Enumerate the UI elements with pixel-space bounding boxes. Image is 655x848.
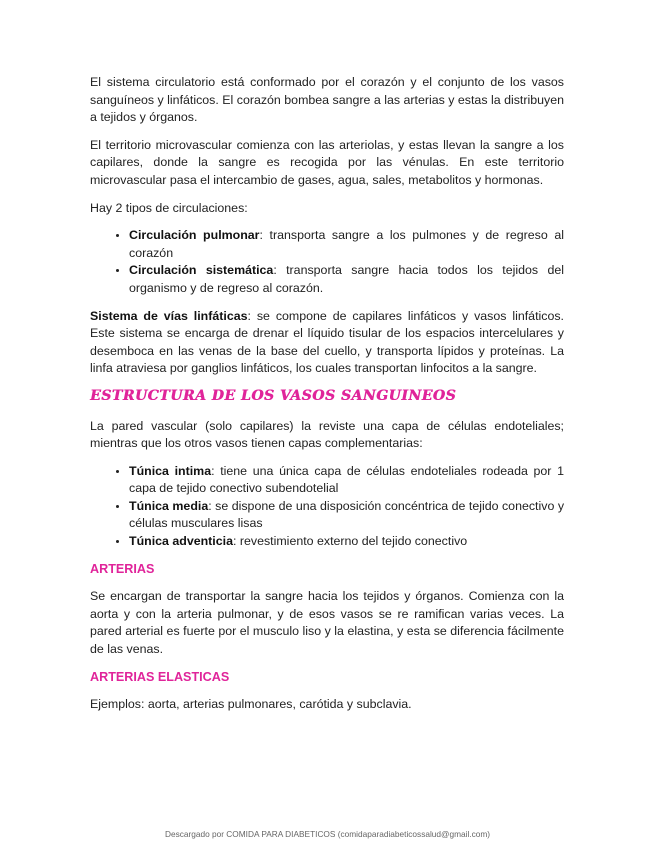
structure-paragraph: La pared vascular (solo capilares) la reviste una capa de células endoteliales; mientras que los otros vasos tienen capas complementarias: [90,418,564,451]
download-footer: Descargado por COMIDA PARA DIABETICOS (comidaparadiabeticossalud@gmail.com) [164,829,491,839]
tunica-text: : se dispone de una disposición concéntrica de tejido conectivo y células musculares lisas [129,498,565,531]
tunica-text: : revestimiento externo del tejido conectivo [232,534,468,549]
circulation-list [90,227,564,297]
list-item [129,533,564,551]
circulation-text: : transporta sangre hacia todos los tejidos del organismo y de regreso al corazón. [129,263,564,295]
heading-arterias-elasticas: ARTERIAS ELASTICAS [90,669,230,684]
list-item [129,463,564,498]
circulation-term: Circulación pulmonar [129,228,260,243]
list-item [129,227,564,262]
tunica-term: Túnica media [129,498,209,513]
section-title-structure: ESTRUCTURA DE LOS VASOS SANGUINEOS [90,387,457,404]
circulation-term: Circulación sistemática [129,263,274,278]
lymph-term: Sistema de vías linfáticas [90,308,248,323]
list-item [129,262,564,297]
tunica-term: Túnica intima [129,463,212,478]
tunica-term: Túnica adventicia [129,534,233,549]
circulation-text: : transporta sangre a los pulmones y de regreso al corazón [129,228,564,260]
intro-paragraph-2: El territorio microvascular comienza con las arteriolas, y estas llevan la sangre a los capilares, donde la sangre es recogida por las vénulas. En este territorio microvascular pasa el intercambio de gases, agua, sales, metabolitos y hormonas. [90,137,564,187]
heading-arterias: ARTERIAS [90,561,155,576]
lymph-text: : se compone de capilares linfáticos y vasos linfáticos. Este sistema se encarga de drenar el líquido tisular de los espacios intercelulares y desemboca en las venas de la base del cuello, y transporta lípidos y proteínas. La linfa atraviesa por ganglios linfáticos, los cuales transportan linfocitos a la sangre. [90,308,564,376]
intro-paragraph-1: El sistema circulatorio está conformado por el corazón y el conjunto de los vasos sanguíneos y linfáticos. El corazón bombea sangre a las arterias y estas la distribuyen a tejidos y órganos. [90,75,564,125]
intro-paragraph-3: Hay 2 tipos de circulaciones: [90,200,248,215]
tunica-text: : tiene una única capa de células endoteliales rodeada por 1 capa de tejido conectivo subendotelial [129,463,564,496]
tunica-list [90,463,564,551]
arteries-paragraph: Se encargan de transportar la sangre hacia los tejidos y órganos. Comienza con la aorta y con la arteria pulmonar, y de esos vasos se re ramifican varias veces. La pared arterial es fuerte por el musculo liso y la elastina, y esta se diferencia fácilmente de las venas. [90,589,564,657]
elastic-paragraph: Ejemplos: aorta, arterias pulmonares, carótida y subclavia. [90,697,412,712]
list-item [129,498,564,533]
document-body [90,74,564,724]
lymph-paragraph [90,308,564,378]
